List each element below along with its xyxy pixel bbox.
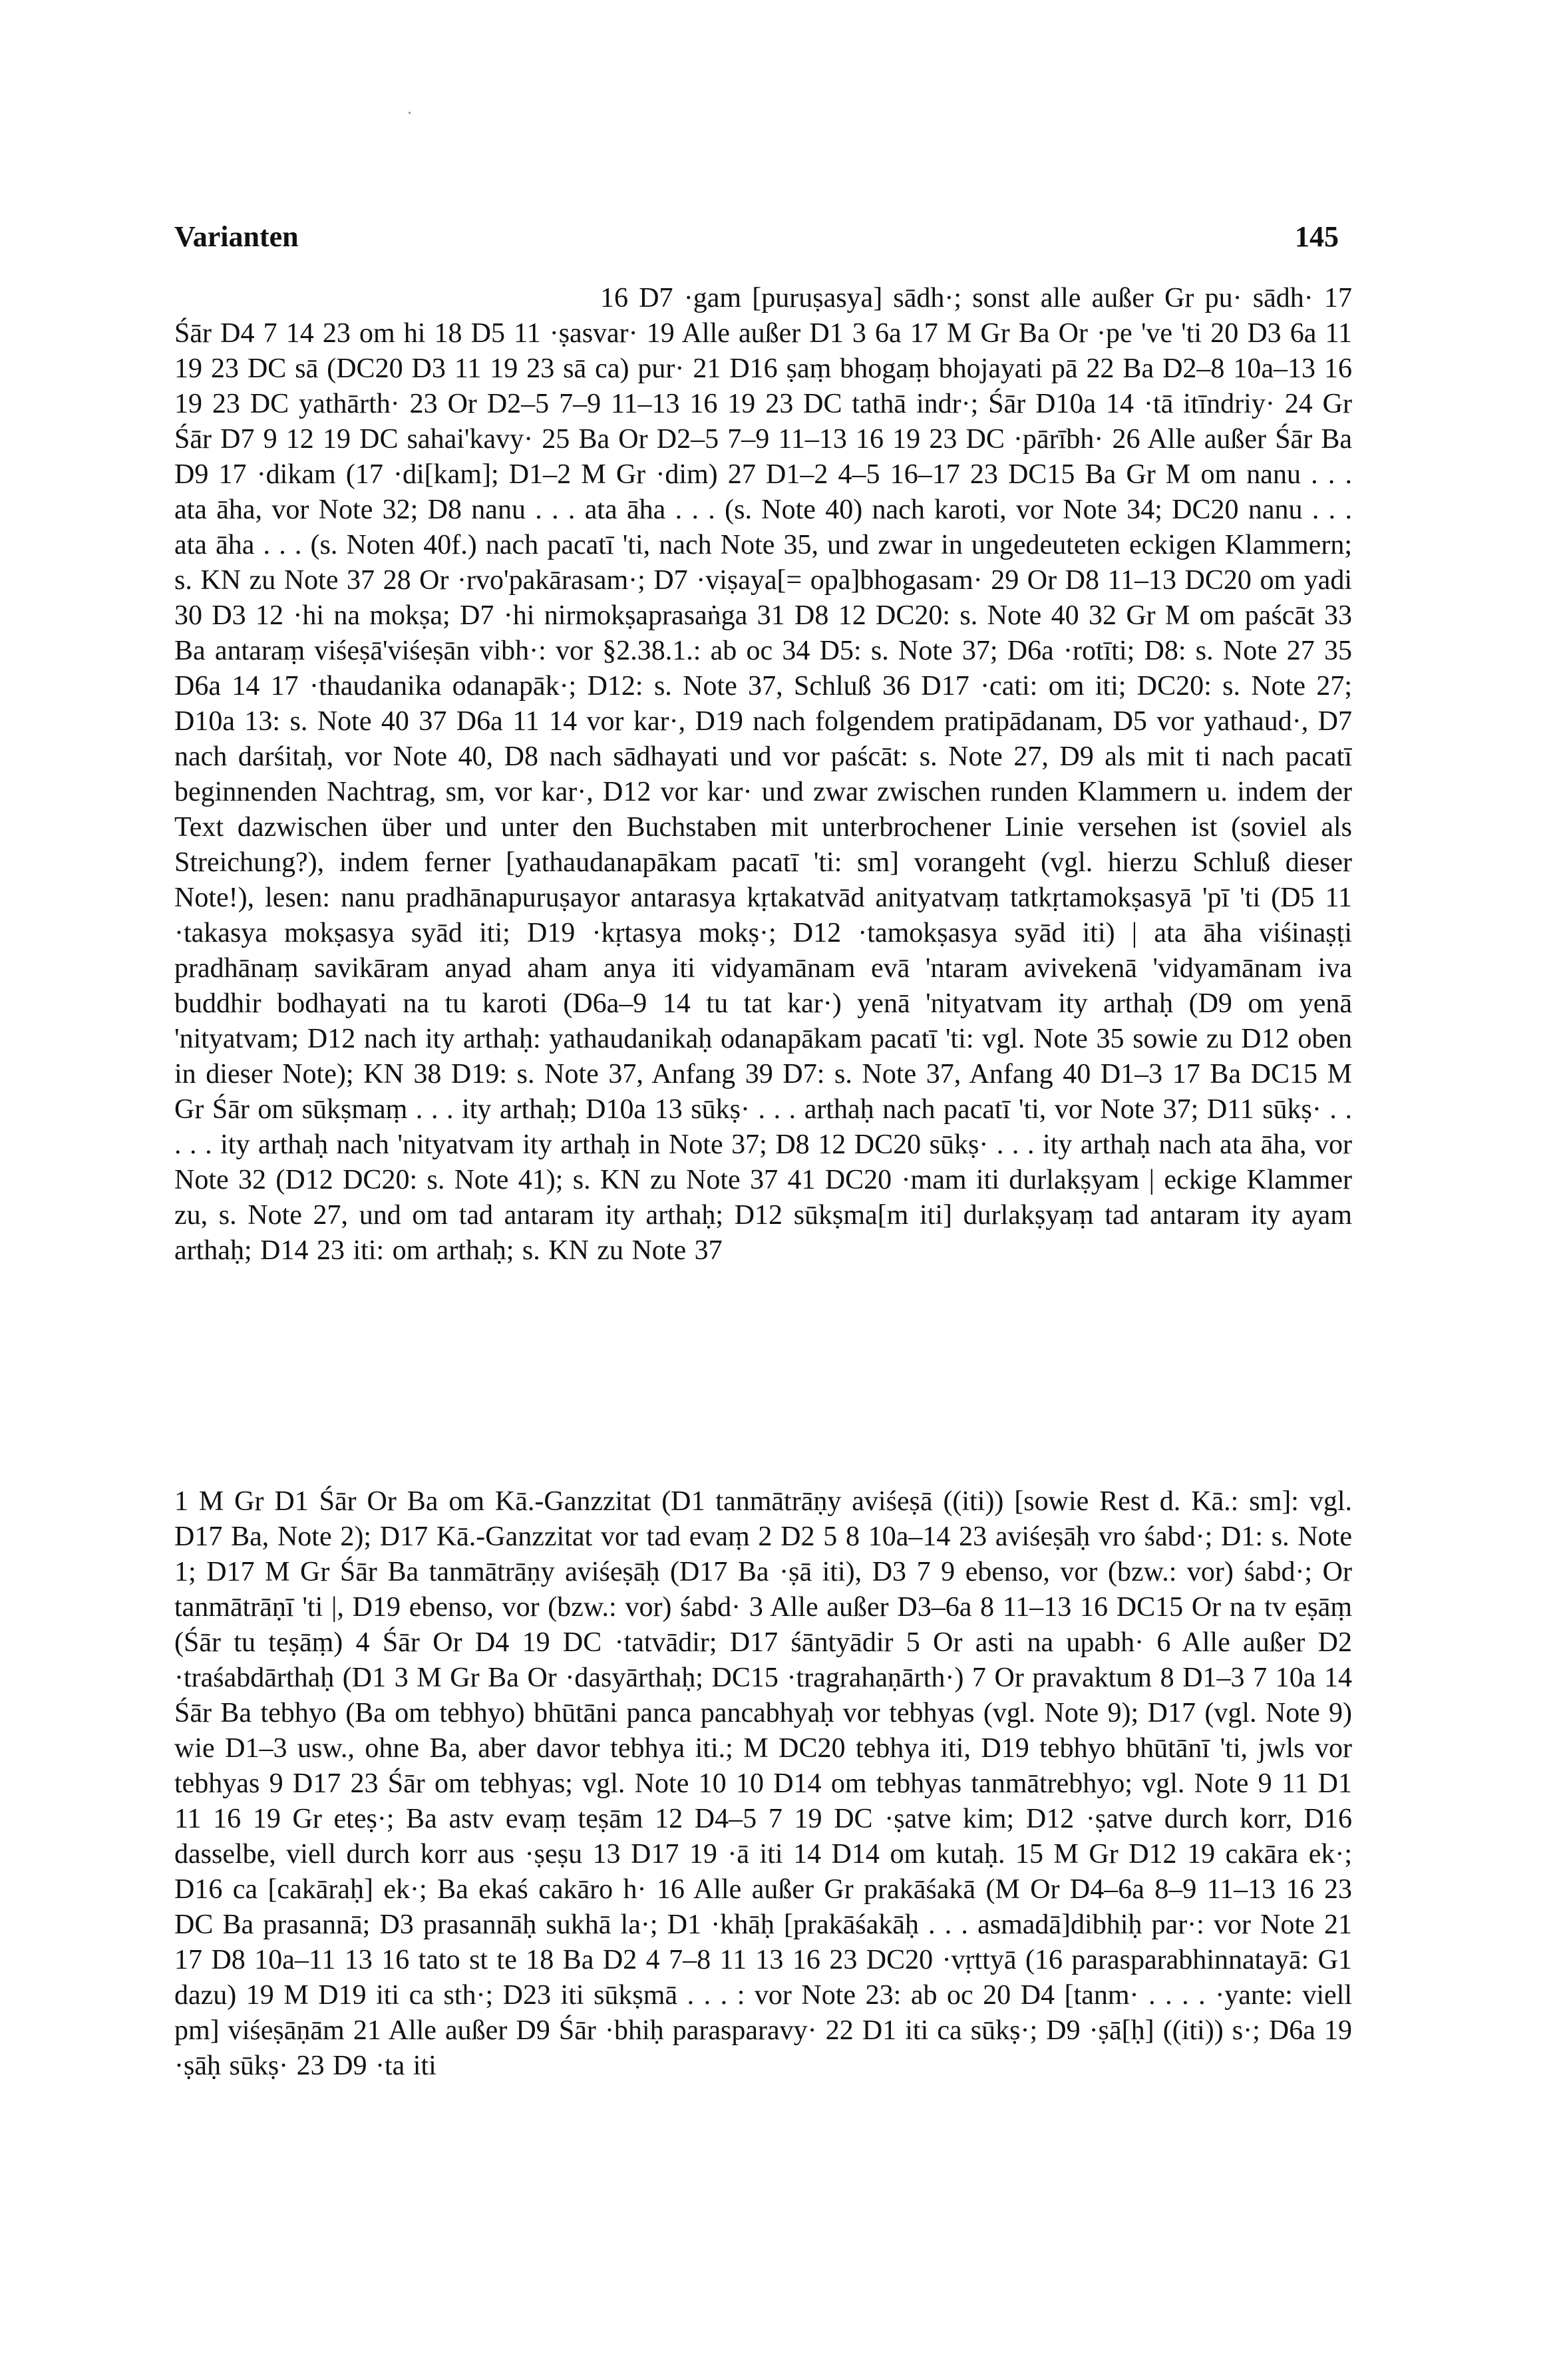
apparatus-block-variants: 16 D7 ·gam [puruṣasya] sādh·; sonst alle außer Gr pu· sādh· 17 Śār D4 7 14 23 om hi 18 D5 11 ·ṣasvar· 19 Alle außer D1 3 6a 17 M Gr Ba Or ·pe 've 'ti 20 D3 6a 11 19 23 DC sā (DC20 D3 11 19 23 sā ca) pur· 21 D16 ṣaṃ bhogaṃ bhojayati pā 22 Ba D2–8 10a–13 16 19 23 DC yathārth· 23 Or D2–5 7–9 11–13 16 19 23 DC tathā indr·; Śār D10a 14 ·tā itīndriy· 24 Gr Śār D7 9 12 19 DC sahai'kavy· 25 Ba Or D2–5 7–9 11–13 16 19 23 DC ·pārībh· 26 Alle außer Śār Ba D9 17 ·dikam (17 ·di[kam]; D1–2 M Gr ·dim) 27 D1–2 4–5 16–17 23 DC15 Ba Gr M om nanu . . . ata āha, vor Note 32; D8 nanu . . . ata āha . . . (s. Note 40) nach karoti, vor Note 34; DC20 nanu . . . ata āha . . . (s. Noten 40f.) nach pacatī 'ti, nach Note 35, und zwar in ungedeuteten eckigen Klammern; s. KN zu Note 37 28 Or ·rvo'pakārasam·; D7 ·viṣaya[= opa]bhogasam· 29 Or D8 11–13 DC20 om yadi 30 D3 12 ·hi na mokṣa; D7 ·hi nirmokṣaprasaṅga 31 D8 12 DC20: s. Note 40 32 Gr M om paścāt 33 Ba antaraṃ viśeṣā'viśeṣān vibh·: vor §2.38.1.: ab oc 34 D5: s. Note 37; D6a ·rotīti; D8: s. Note 27 35 D6a 14 17 ·thaudanika odanapāk·; D12: s. Note 37, Schluß 36 D17 ·cati: om iti; DC20: s. Note 27; D10a 13: s. Note 40 37 D6a 11 14 vor kar·, D19 nach folgendem pratipādanam, D5 vor yathaud·, D7 nach darśitaḥ, vor Note 40, D8 nach sādhayati und vor paścāt: s. Note 27, D9 als mit ti nach pacatī beginnenden Nachtrag, sm, vor kar·, D12 vor kar· und zwar zwischen runden Klammern u. indem der Text dazwischen über und unter den Buchstaben mit unterbrochener Linie versehen ist (soviel als Streichung?), indem ferner [yathaudanapākam pacatī 'ti: sm] vorangeht (vgl. hierzu Schluß dieser Note!), lesen: nanu pradhānapuruṣayor antarasya kṛtakatvād anityatvaṃ tatkṛtamokṣasyā 'pī 'ti (D5 11 ·takasya mokṣasya syād iti; D19 ·kṛtasya mokṣ·; D12 ·tamokṣasya syād iti) | ata āha viśinaṣṭi pradhānaṃ savikāram anyad aham anya iti vidyamānam evā 'ntaram avivekenā 'vidyamānam iva buddhir bodhayati na tu karoti (D6a–9 14 tu tat kar·) yenā 'nityatvam ity arthaḥ (D9 om yenā 'nityatvam; D12 nach ity arthaḥ: yathaudanikaḥ odanapākam pacatī 'ti: vgl. Note 35 sowie zu D12 oben in dieser Note); KN 38 D19: s. Note 37, Anfang 39 D7: s. Note 37, Anfang 40 D1–3 17 Ba DC15 M Gr Śār om sūkṣmaṃ . . . ity arthaḥ; D10a 13 sūkṣ· . . . arthaḥ nach pacatī 'ti, vor Note 37; D11 sūkṣ· . . . . . ity arthaḥ nach 'nityatvam ity arthaḥ in Note 37; D8 12 DC20 sūkṣ· . . . ity arthaḥ nach ata āha, vor Note 32 (D12 DC20: s. Note 41); s. KN zu Note 37 41 DC20 ·mam iti durlakṣyam | eckige Klammer zu, s. Note 27, und om tad antaram ity arthaḥ; D12 sūkṣma[m iti] durlakṣyaṃ tad antaram ity ayam arthaḥ; D14 23 iti: om arthaḥ; s. KN zu Note 37 [174,283,1352,1266]
running-header [174,220,1339,266]
page-number: 145 [1295,220,1339,253]
running-title: Varianten [174,220,299,253]
apparatus-block-variants-continued: 1 M Gr D1 Śār Or Ba om Kā.-Ganzzitat (D1 tanmātrāṇy aviśeṣā ((iti)) [sowie Rest d. Kā.: sm]: vgl. D17 Ba, Note 2); D17 Kā.-Ganzzitat vor tad evaṃ 2 D2 5 8 10a–14 23 aviśeṣāḥ vro śabd·; D1: s. Note 1; D17 M Gr Śār Ba tanmātrāṇy aviśeṣāḥ (D17 Ba ·ṣā iti), D3 7 9 ebenso, vor (bzw.: vor) śabd·; Or tanmātrāṇī 'ti |, D19 ebenso, vor (bzw.: vor) śabd· 3 Alle außer D3–6a 8 11–13 16 DC15 Or na tv eṣāṃ (Śār tu teṣāṃ) 4 Śār Or D4 19 DC ·tatvādir; D17 śāntyādir 5 Or asti na upabh· 6 Alle außer D2 ·traśabdārthaḥ (D1 3 M Gr Ba Or ·dasyārthaḥ; DC15 ·tragrahaṇārth·) 7 Or pravaktum 8 D1–3 7 10a 14 Śār Ba tebhyo (Ba om tebhyo) bhūtāni panca pancabhyaḥ vor tebhyas (vgl. Note 9); D17 (vgl. Note 9) wie D1–3 usw., ohne Ba, aber davor tebhya iti.; M DC20 tebhya iti, D19 tebhyo bhūtānī 'ti, jwls vor tebhyas 9 D17 23 Śār om tebhyas; vgl. Note 10 10 D14 om tebhyas tanmātrebhyo; vgl. Note 9 11 D1 11 16 19 Gr eteṣ·; Ba astv evaṃ teṣām 12 D4–5 7 19 DC ·ṣatve kim; D12 ·ṣatve durch korr, D16 dasselbe, viell durch korr aus ·ṣeṣu 13 D17 19 ·ā iti 14 D14 om kutaḥ. 15 M Gr D12 19 cakāra ek·; D16 ca [cakāraḥ] ek·; Ba ekaś cakāro h· 16 Alle außer Gr prakāśakā (M Or D4–6a 8–9 11–13 16 23 DC Ba prasannā; D3 prasannāḥ sukhā la·; D1 ·khāḥ [prakāśakāḥ . . . asmadā]dibhiḥ par·: vor Note 21 17 D8 10a–11 13 16 tato st te 18 Ba D2 4 7–8 11 13 16 23 DC20 ·vṛttyā (16 parasparabhinnatayā: G1 dazu) 19 M D19 iti ca sth·; D23 iti sūkṣmā . . . : vor Note 23: ab oc 20 D4 [tanm· . . . . ·yante: viell pm] viśeṣāṇām 21 Alle außer D9 Śār ·bhiḥ parasparavy· 22 D1 iti ca sūkṣ·; D9 ·ṣā[ḥ] ((iti)) s·; D6a 19 ·ṣāḥ sūkṣ· 23 D9 ·ta iti [174,1486,1352,2081]
scan-speck [409,112,411,114]
